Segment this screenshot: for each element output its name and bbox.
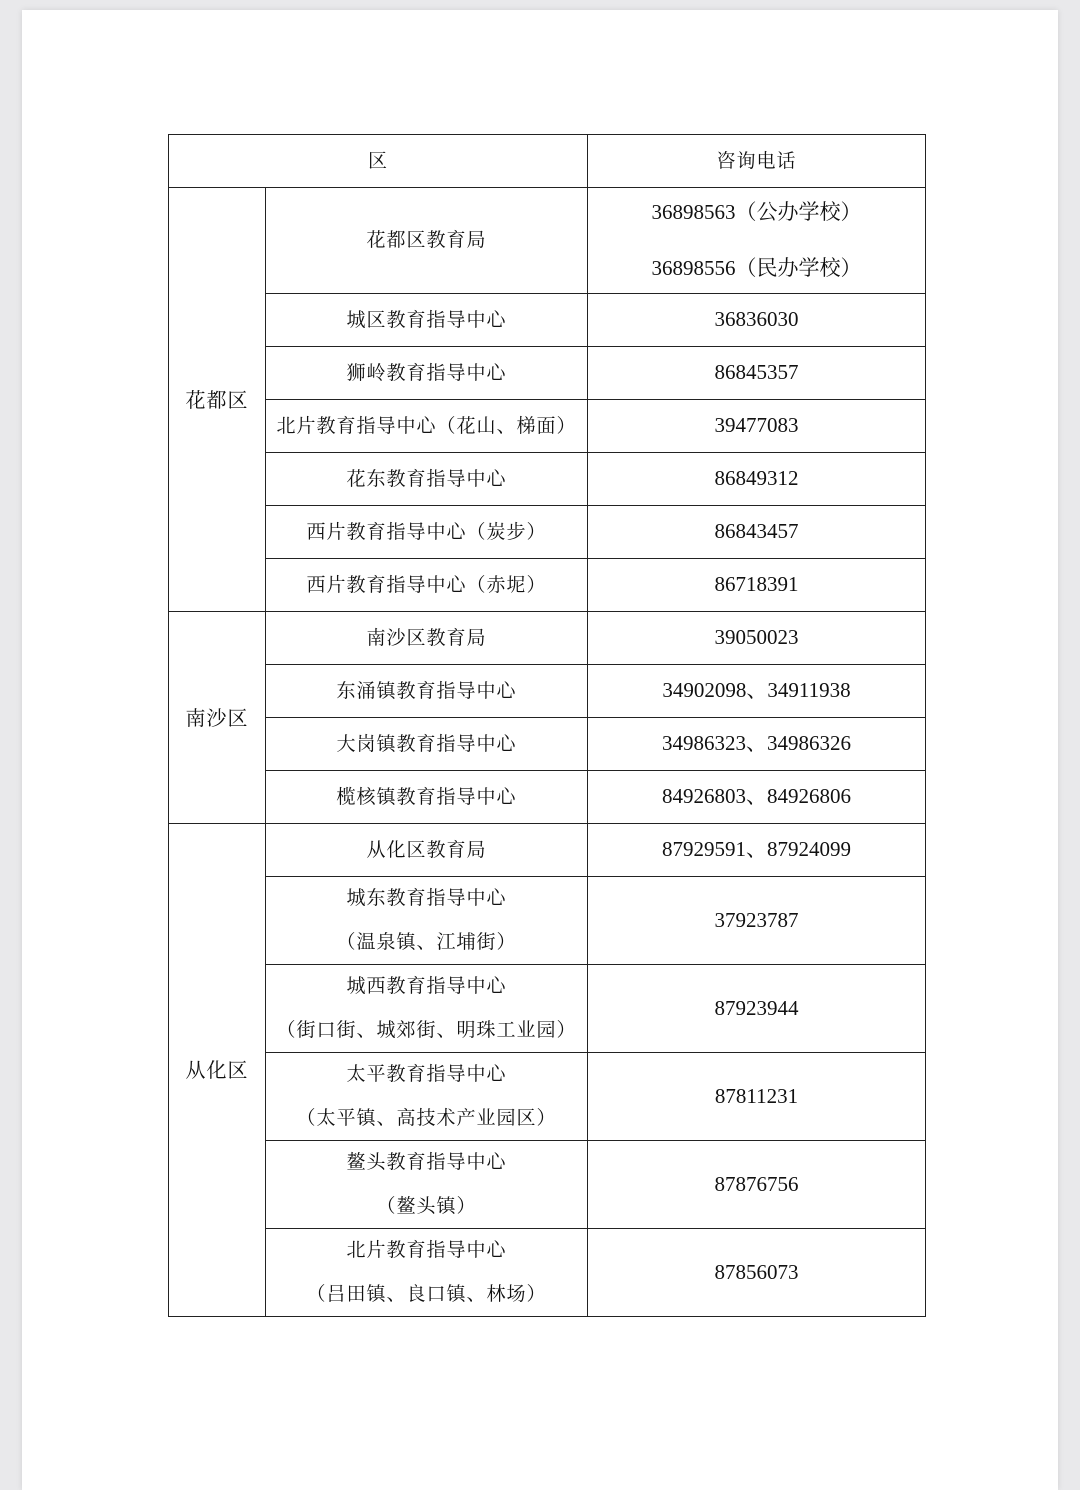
phone-cell: 87876756 xyxy=(588,1141,926,1229)
table-row xyxy=(169,559,926,612)
office-area: （吕田镇、良口镇、林场） xyxy=(306,1283,547,1305)
office-name: 花东教育指导中心 xyxy=(266,453,588,506)
office-name: 城东教育指导中心 xyxy=(346,887,507,910)
phone-cell xyxy=(588,188,926,294)
office-name: 鳌头教育指导中心 xyxy=(346,1151,507,1174)
table-row xyxy=(169,506,926,559)
district-nansha: 南沙区 xyxy=(169,612,266,824)
phone-public: 36898563（公办学校） xyxy=(651,200,862,225)
office-cell xyxy=(266,1229,588,1317)
office-name: 西片教育指导中心（赤坭） xyxy=(266,559,588,612)
office-name: 从化区教育局 xyxy=(266,824,588,877)
table-row xyxy=(169,771,926,824)
office-name: 花都区教育局 xyxy=(266,188,588,294)
office-name: 城区教育指导中心 xyxy=(266,294,588,347)
phone-cell: 87856073 xyxy=(588,1229,926,1317)
table-row xyxy=(169,718,926,771)
office-name: 西片教育指导中心（炭步） xyxy=(266,506,588,559)
phone-cell: 39477083 xyxy=(588,400,926,453)
office-name: 南沙区教育局 xyxy=(266,612,588,665)
district-conghua: 从化区 xyxy=(169,824,266,1317)
office-area: （街口街、城郊街、明珠工业园） xyxy=(276,1019,577,1041)
table-row xyxy=(169,1141,926,1229)
header-district: 区 xyxy=(169,135,588,188)
office-name: 城西教育指导中心 xyxy=(346,975,507,998)
table-row xyxy=(169,188,926,294)
table-row xyxy=(169,453,926,506)
phone-cell: 34986323、34986326 xyxy=(588,718,926,771)
table-row xyxy=(169,294,926,347)
phone-cell: 86845357 xyxy=(588,347,926,400)
phone-cell: 87923944 xyxy=(588,965,926,1053)
table-header-row xyxy=(169,135,926,188)
table-row xyxy=(169,1229,926,1317)
office-name: 狮岭教育指导中心 xyxy=(266,347,588,400)
phone-cell: 39050023 xyxy=(588,612,926,665)
office-name: 东涌镇教育指导中心 xyxy=(266,665,588,718)
table-row xyxy=(169,1053,926,1141)
office-name: 大岗镇教育指导中心 xyxy=(266,718,588,771)
district-huadu: 花都区 xyxy=(169,188,266,612)
table-row xyxy=(169,400,926,453)
phone-cell: 86849312 xyxy=(588,453,926,506)
phone-cell: 37923787 xyxy=(588,877,926,965)
table-row xyxy=(169,347,926,400)
office-cell xyxy=(266,1141,588,1229)
phone-cell: 86843457 xyxy=(588,506,926,559)
office-name: 北片教育指导中心 xyxy=(346,1239,507,1262)
table-row xyxy=(169,665,926,718)
office-area: （温泉镇、江埔街） xyxy=(336,931,517,953)
phone-cell: 84926803、84926806 xyxy=(588,771,926,824)
office-name: 北片教育指导中心（花山、梯面） xyxy=(266,400,588,453)
table-row xyxy=(169,612,926,665)
phone-cell: 36836030 xyxy=(588,294,926,347)
document-page xyxy=(22,10,1058,1490)
office-cell xyxy=(266,965,588,1053)
phone-cell: 34902098、34911938 xyxy=(588,665,926,718)
phone-cell: 86718391 xyxy=(588,559,926,612)
table-row xyxy=(169,824,926,877)
office-name: 榄核镇教育指导中心 xyxy=(266,771,588,824)
office-cell xyxy=(266,1053,588,1141)
contact-table xyxy=(168,134,926,1317)
table-row xyxy=(169,965,926,1053)
office-cell xyxy=(266,877,588,965)
office-area: （太平镇、高技术产业园区） xyxy=(296,1107,557,1129)
office-name: 太平教育指导中心 xyxy=(346,1063,507,1086)
office-area: （鳌头镇） xyxy=(376,1195,477,1217)
phone-private: 36898556（民办学校） xyxy=(651,255,862,280)
table-row xyxy=(169,877,926,965)
phone-cell: 87811231 xyxy=(588,1053,926,1141)
phone-cell: 87929591、87924099 xyxy=(588,824,926,877)
header-phone: 咨询电话 xyxy=(588,135,926,188)
